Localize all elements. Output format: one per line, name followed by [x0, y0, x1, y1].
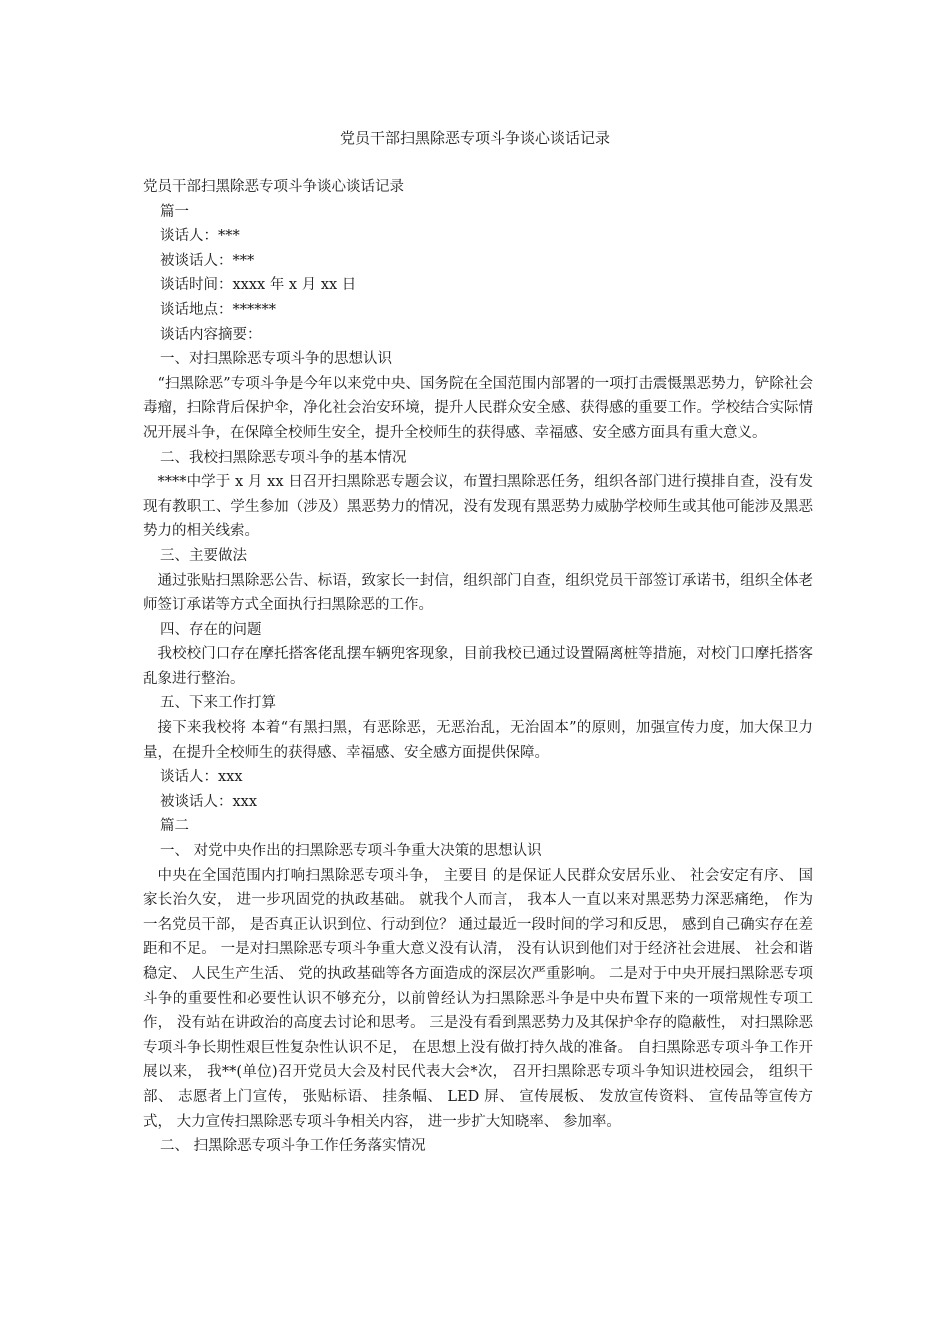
heading: 四、存在的问题 [160, 621, 262, 638]
paragraph: 我校校门口存在摩托搭客佬乱摆车辆兜客现象，目前我校已通过设置隔离桩等措施，对校门口摩托搭客乱象进行整治。 [143, 646, 813, 687]
paragraph: 通过张贴扫黑除恶公告、标语，致家长一封信，组织部门自查，组织党员干部签订承诺书，组织全体老师签订承诺等方式全面执行扫黑除恶的工作。 [143, 572, 813, 614]
paragraph: ****中学于 x 月 xx 日召开扫黑除恶专题会议，布置扫黑除恶任务，组织各部门进行摸排自查，没有发现有教职工、学生参加（涉及）黑恶势力的情况，没有发现有黑恶势力威胁学校师生或其他可能涉及黑恶势力的相关线索。 [143, 474, 813, 540]
heading: 二、我校扫黑除恶专项斗争的基本情况 [160, 449, 407, 466]
talkee-line: 被谈话人：xxx [160, 793, 258, 810]
time-line: 谈话时间：xxxx 年 x 月 xx 日 [160, 277, 357, 294]
section-label: 篇一 [160, 203, 189, 220]
talker-line: 谈话人：*** [160, 228, 240, 245]
heading: 二、 扫黑除恶专项斗争工作任务落实情况 [160, 1138, 426, 1155]
document-body [143, 175, 813, 1159]
talker-line: 谈话人：xxx [160, 769, 243, 786]
place-line: 谈话地点：****** [160, 301, 276, 318]
summary-line: 谈话内容摘要： [160, 326, 262, 343]
document-title: 党员干部扫黑除恶专项斗争谈心谈话记录 [339, 129, 610, 147]
heading: 一、对扫黑除恶专项斗争的思想认识 [160, 351, 392, 368]
heading: 一、 对党中央作出的扫黑除恶专项斗争重大决策的思想认识 [160, 843, 542, 860]
section-label: 篇二 [160, 818, 189, 835]
talkee-line: 被谈话人：*** [160, 252, 255, 269]
paragraph: “扫黑除恶”专项斗争是今年以来党中央、国务院在全国范围内部署的一项打击震慑黑恶势力，铲除社会毒瘤，扫除背后保护伞，净化社会治安环境，提升人民群众安全感、获得感的重要工作。学校结合实际情况开展斗争，在保障全校师生安全，提升全校师生的获得感、幸福感、安全感方面具有重大意义。 [143, 375, 813, 441]
paragraph: 中央在全国范围内打响扫黑除恶专项斗争， 主要目 的是保证人民群众安居乐业、 社会安定有序、 国家长治久安， 进一步巩固党的执政基础。 就我个人而言， 我本人一直以来对黑恶势力深恶痛绝， 作为一名党员干部， 是否真正认识到位、行动到位？ 通过最近一段时间的学习和反思， 感到自己确实存在差距和不足。 一是对扫黑除恶专项斗争重大意义没有认清， 没有认识到他们对于经济社会进展、 社会和谐稳定、 人民生产生活、 党的执政基础等各方面造成的深层次严重影响。 二是对于中央开展扫黑除恶专项斗争的重要性和必要性认识不够充分，以前曾经认为扫黑除恶斗争是中央布置下来的一项常规性专项工作， 没有站在讲政治的高度去讨论和思考。 三是没有看到黑恶势力及其保护伞存的隐蔽性， 对扫黑除恶专项斗争长期性艰巨性复杂性认识不足， 在思想上没有做打持久战的准备。 自扫黑除恶专项斗争工作开展以来， 我**(单位)召开党员大会及村民代表大会*次， 召开扫黑除恶专项斗争知识进校园会， 组织干部、 志愿者上门宣传， 张贴标语、 挂条幅、 LED 屏、 宣传展板、 发放宣传资料、 宣传品等宣传方式， 大力宣传扫黑除恶专项斗争相关内容， 进一步扩大知晓率、 参加率。 [143, 867, 813, 1130]
document-subtitle: 党员干部扫黑除恶专项斗争谈心谈话记录 [143, 179, 404, 195]
paragraph: 接下来我校将 本着“有黑扫黑，有恶除恶，无恶治乱，无治固本”的原则，加强宣传力度，加大保卫力量，在提升全校师生的获得感、幸福感、安全感方面提供保障。 [143, 720, 813, 761]
heading: 五、下来工作打算 [160, 695, 276, 712]
heading: 三、主要做法 [160, 547, 247, 564]
